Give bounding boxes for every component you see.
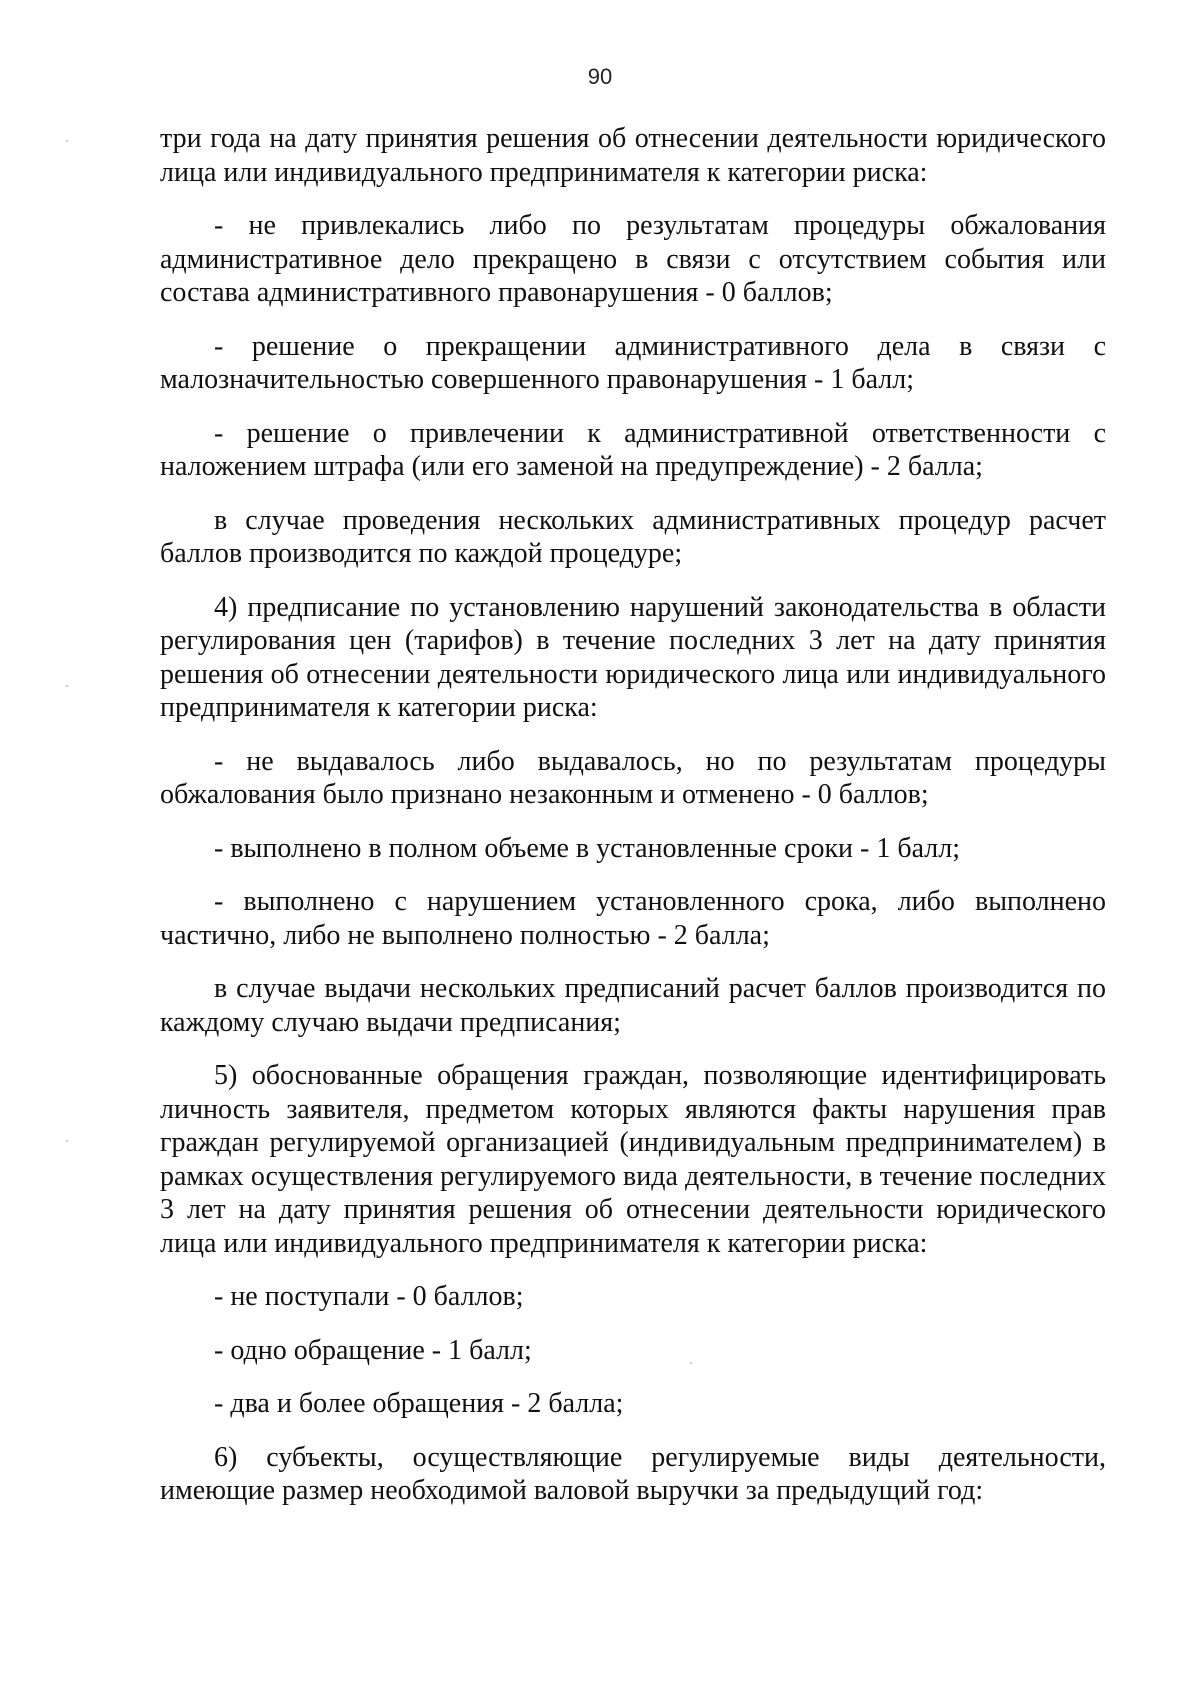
paragraph-item-5: 5) обоснованные обращения граждан, позволяющие идентифицировать личность заявителя, предметом которых являются факты нарушения прав граждан регулируемой организацией (индивидуальным предпринимателем) в рамках осуществления регулируемого вида деятельности, в течение последних 3 лет на дату принятия решения об отнесении деятельности юридического лица или индивидуального предпринимателя к категории риска: [160, 1060, 1106, 1259]
list-item-not-issued: - не выдавалось либо выдавалось, но по результатам процедуры обжалования было признано незаконным и отменено - 0 баллов; [160, 745, 1106, 810]
list-item-two-or-more: - два и более обращения - 2 балла; [214, 1388, 624, 1419]
scan-speck [66, 1140, 68, 1142]
list-item-dismissal: - решение о прекращении административного дела в связи с малозначительностью совершенного правонарушения - 1 балл; [160, 330, 1106, 395]
list-item-violated-deadline: - выполнено с нарушением установленного срока, либо выполнено частично, либо не выполнено полностью - 2 балла; [160, 886, 1106, 951]
list-item-none-received: - не поступали - 0 баллов; [214, 1281, 524, 1312]
document-body [160, 122, 1106, 1528]
scan-speck [690, 1362, 692, 1364]
list-item-fine: - решение о привлечении к административной ответственности с наложением штрафа (или его заменой на предупреждение) - 2 балла; [160, 417, 1106, 482]
paragraph-multiple-orders: в случае выдачи нескольких предписаний расчет баллов производится по каждому случаю выдачи предписания; [160, 973, 1106, 1038]
scan-speck [66, 140, 68, 142]
paragraph-multiple-procedures: в случае проведения нескольких административных процедур расчет баллов производится по каждой процедуре; [160, 504, 1106, 569]
paragraph-item-4: 4) предписание по установлению нарушений законодательства в области регулирования цен (тарифов) в течение последних 3 лет на дату принятия решения об отнесении деятельности юридического лица или индивидуального предпринимателя к категории риска: [160, 591, 1106, 723]
page-number: 90 [587, 64, 613, 89]
scan-speck [66, 685, 68, 687]
paragraph-continuation: три года на дату принятия решения об отнесении деятельности юридического лица или индивидуального предпринимателя к категории риска: [160, 123, 1106, 188]
paragraph-item-6: 6) субъекты, осуществляющие регулируемые виды деятельности, имеющие размер необходимой валовой выручки за предыдущий год: [160, 1441, 1106, 1506]
list-item-no-penalty: - не привлекались либо по результатам процедуры обжалования административное дело прекращено в связи с отсутствием события или состава административного правонарушения - 0 баллов; [160, 210, 1106, 308]
list-item-one-appeal: - одно обращение - 1 балл; [214, 1334, 532, 1366]
list-item-fulfilled: - выполнено в полном объеме в установленные сроки - 1 балл; [214, 832, 961, 864]
